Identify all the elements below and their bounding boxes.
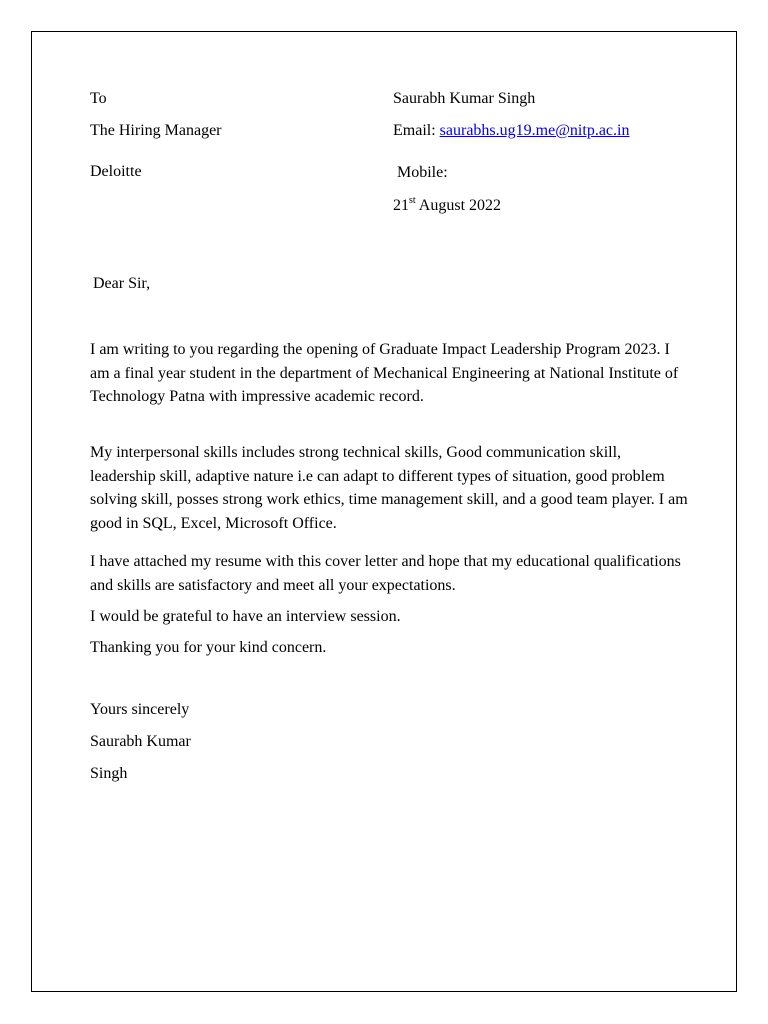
signature-line-1: Saurabh Kumar <box>90 733 191 750</box>
sender-email-line <box>393 121 629 141</box>
recipient-to-label: To <box>90 90 107 107</box>
date-suffix: st <box>409 194 416 206</box>
date-day: 21 <box>393 197 409 214</box>
recipient-company: Deloitte <box>90 163 142 180</box>
body-paragraph-5: Thanking you for your kind concern. <box>90 639 327 656</box>
body-paragraph-2: My interpersonal skills includes strong technical skills, Good communication skill, leadership skill, adaptive nature i.e can adapt to different types of situation, good problem solving skill, posses strong work ethics, time management skill, and a good team player. I am good in SQL, Excel, Microsoft Office. <box>90 444 688 532</box>
body-paragraph-1: I am writing to you regarding the opening of Graduate Impact Leadership Program 2023. I am a final year student in the department of Mechanical Engineering at National Institute of Technology Patna with impressive academic record. <box>90 341 679 405</box>
sender-email-label: Email: <box>393 122 440 139</box>
sender-name: Saurabh Kumar Singh <box>393 90 536 107</box>
date-rest: August 2022 <box>415 197 502 214</box>
letter-date <box>393 196 501 216</box>
signature-line-2: Singh <box>90 765 128 782</box>
body-paragraph-4: I would be grateful to have an interview session. <box>90 608 401 625</box>
salutation: Dear Sir, <box>93 275 151 292</box>
recipient-title: The Hiring Manager <box>90 122 222 139</box>
sender-mobile-label: Mobile: <box>397 164 448 181</box>
closing: Yours sincerely <box>90 701 190 718</box>
sender-email-link[interactable]: saurabhs.ug19.me@nitp.ac.in <box>439 122 630 139</box>
body-paragraph-3: I have attached my resume with this cover letter and hope that my educational qualifications and skills are satisfactory and meet all your expectations. <box>90 553 681 594</box>
